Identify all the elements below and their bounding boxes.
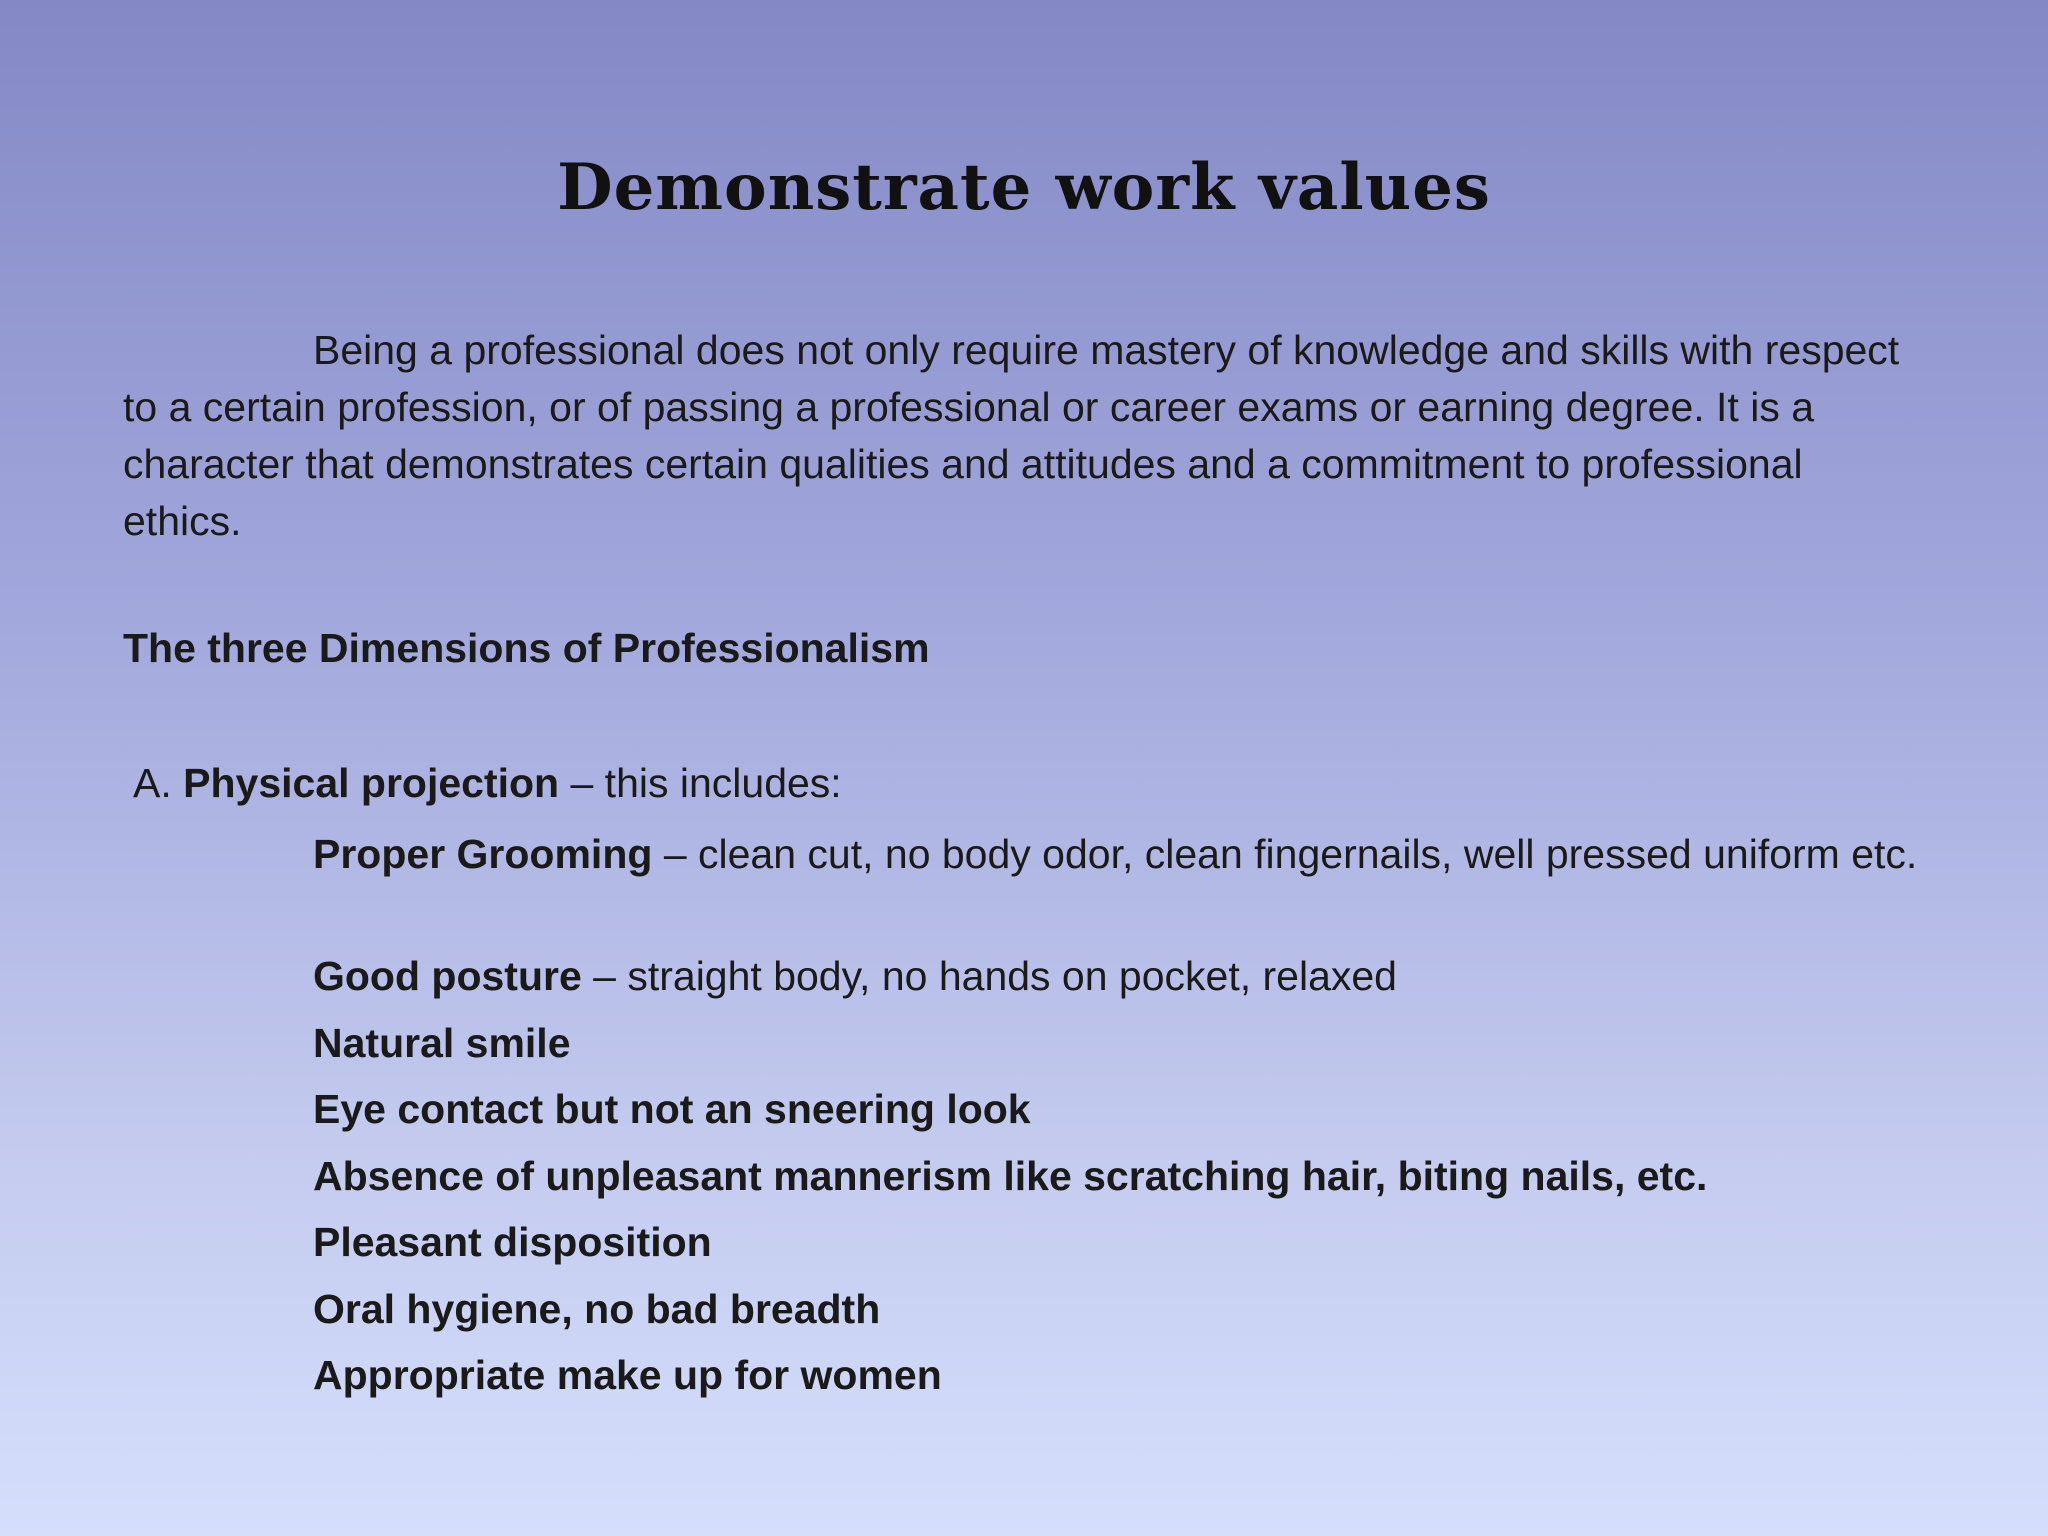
dimension-a-suffix: – this includes: — [559, 760, 842, 806]
dimension-a-label: Physical projection — [183, 760, 560, 806]
list-item: Absence of unpleasant mannerism like scratching hair, biting nails, etc. — [313, 1152, 1708, 1199]
dimension-a-line — [133, 760, 842, 807]
dimension-a-prefix: A. — [133, 760, 184, 806]
list-item: Eye contact but not an sneering look — [313, 1086, 1031, 1132]
list-item: Appropriate make up for women — [313, 1352, 942, 1398]
list-item: Natural smile — [313, 1019, 571, 1066]
grooming-item — [123, 826, 1923, 883]
intro-paragraph: Being a professional does not only require mastery of knowledge and skills with respect to a certain profession, or of passing a professional or career exams or earning degree. It is a character that demonstrates certain qualities and attitudes and a commitment to professional ethics. — [123, 327, 1900, 544]
grooming-text: – clean cut, no body odor, clean fingernails, well pressed uniform etc. — [652, 831, 1918, 877]
list-item: Pleasant disposition — [313, 1219, 712, 1265]
physical-projection-list — [313, 948, 1707, 1414]
list-item: Oral hygiene, no bad breadth — [313, 1285, 881, 1332]
grooming-label: Proper Grooming — [313, 831, 653, 877]
list-item-posture — [313, 948, 1707, 1015]
posture-label: Good posture — [313, 953, 582, 999]
posture-text: – straight body, no hands on pocket, relaxed — [581, 953, 1397, 999]
slide-title: Demonstrate work values — [557, 150, 1491, 225]
section-heading: The three Dimensions of Professionalism — [123, 625, 930, 671]
